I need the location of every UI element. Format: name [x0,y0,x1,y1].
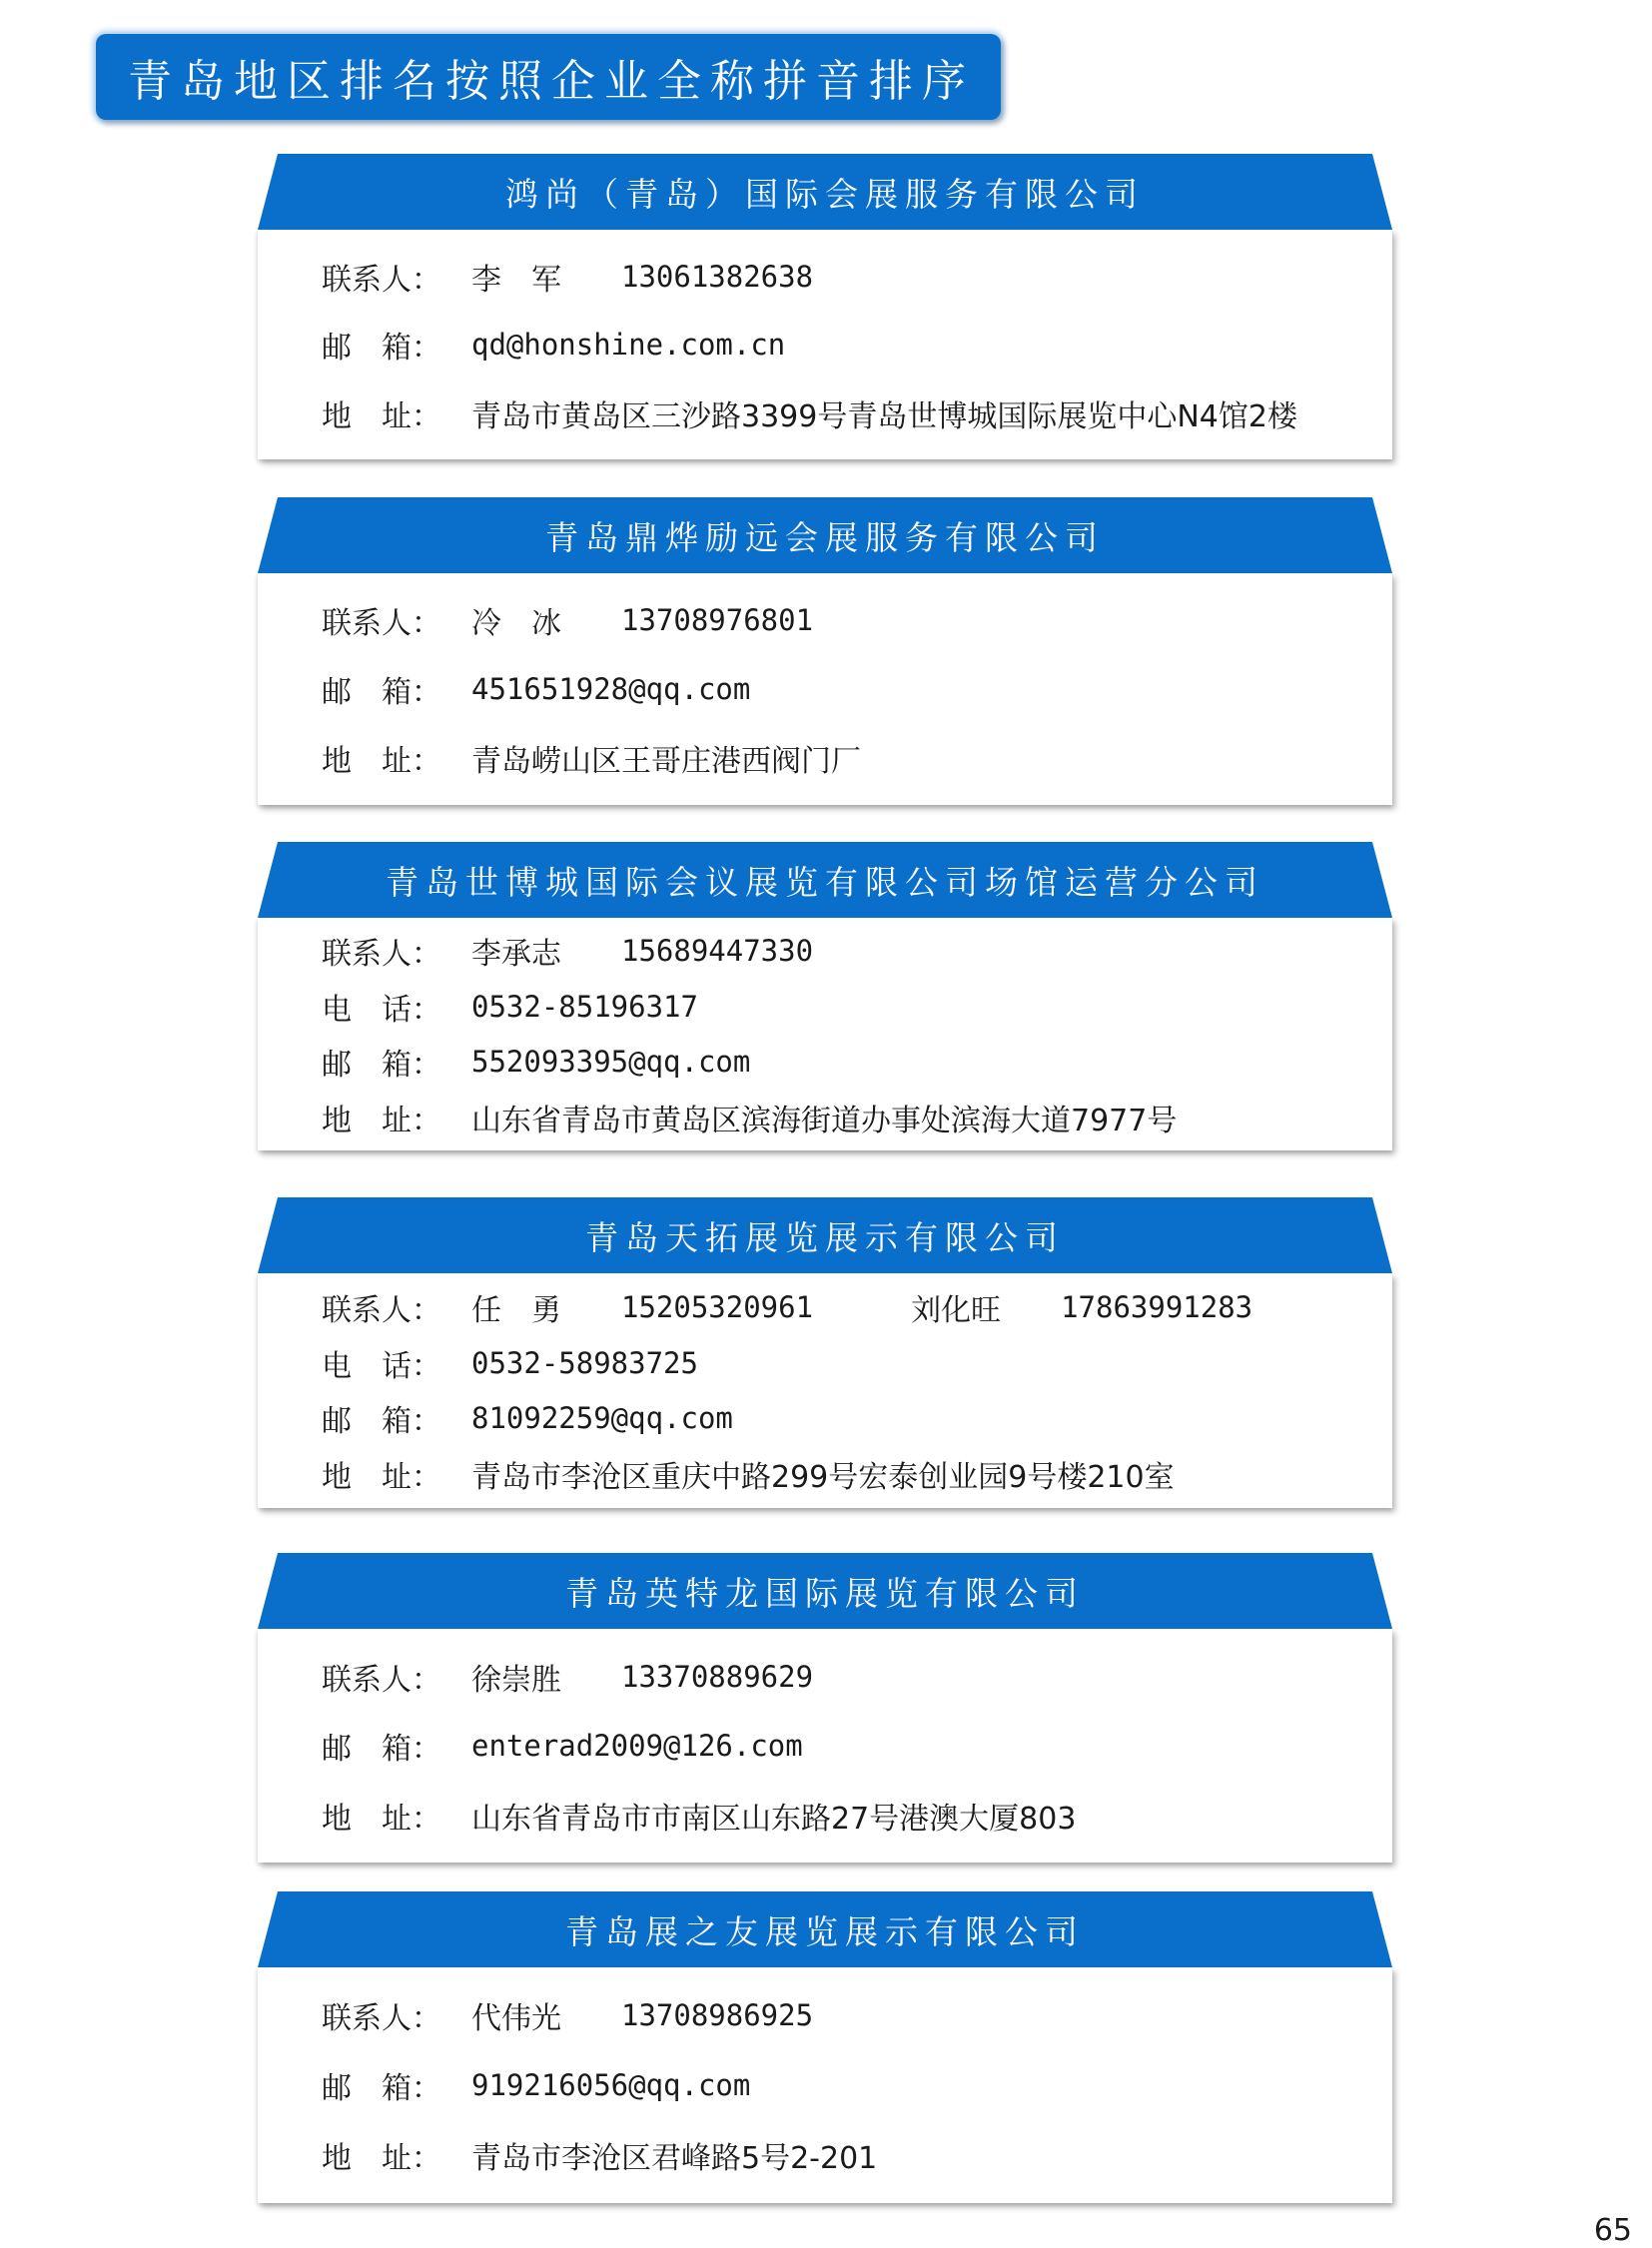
company-header [258,842,1392,918]
address-label: 地 址： [322,1460,441,1496]
email-label: 邮 箱： [322,2071,441,2106]
email-row [322,1724,1392,1768]
company-header [258,1553,1392,1629]
email-label: 邮 箱： [322,1048,441,1084]
contact-label: 联系人： [322,1662,441,1698]
contact-mobile: 13708986925 [621,1998,814,2032]
contact-name: 冷 冰 [471,606,561,641]
company-header [258,1197,1392,1273]
contact-mobile-2: 17863991283 [1061,1289,1253,1324]
email-value: 451651928@qq.com [471,672,751,706]
email-row [322,667,1392,711]
email-row [322,323,1392,367]
address-label: 地 址： [322,1801,441,1837]
address-row [322,736,1392,780]
company-header [258,154,1392,230]
contact-mobile: 15205320961 [621,1289,814,1324]
contact-name: 李 军 [471,262,561,298]
company-name: 青岛天拓展览展示有限公司 [585,1217,1065,1257]
contact-row [322,1285,1392,1329]
company-card [258,1197,1392,1508]
email-value: qd@honshine.com.cn [471,328,786,362]
address-label: 地 址： [322,744,441,779]
phone-label: 电 话： [322,1348,441,1384]
company-header [258,1891,1392,1967]
company-name: 青岛世博城国际会议展览有限公司场馆运营分公司 [386,862,1264,902]
phone-value: 0532-58983725 [471,1345,698,1380]
email-label: 邮 箱： [322,675,441,710]
company-details [258,573,1392,805]
phone-value: 0532-85196317 [471,989,698,1024]
email-label: 邮 箱： [322,1404,441,1440]
phone-row [322,1341,1392,1385]
contact-name: 代伟光 [471,2001,561,2036]
contact-label: 联系人： [322,2001,441,2036]
email-label: 邮 箱： [322,1732,441,1767]
address-label: 地 址： [322,2141,441,2176]
address-value: 青岛市黄岛区三沙路3399号青岛世博城国际展览中心N4馆2楼 [471,398,1297,434]
company-header [258,497,1392,573]
email-value: enterad2009@126.com [471,1729,803,1763]
contact-name: 任 勇 [471,1292,561,1328]
banner-title: 青岛地区排名按照企业全称拼音排序 [128,56,975,107]
company-details [258,230,1392,459]
address-value: 青岛崂山区王哥庄港西阀门厂 [471,744,861,779]
company-details [258,918,1392,1150]
contact-row [322,1655,1392,1699]
company-card [258,1891,1392,2203]
contact-row [322,598,1392,642]
contact-row [322,1993,1392,2037]
company-details [258,1629,1392,1863]
contact-name: 徐崇胜 [471,1662,561,1698]
address-label: 地 址： [322,1103,441,1138]
address-value: 青岛市李沧区重庆中路299号宏泰创业园9号楼210室 [471,1460,1175,1496]
address-value: 山东省青岛市市南区山东路27号港澳大厦803 [471,1801,1077,1837]
address-row [322,1096,1392,1139]
contact-label: 联系人： [322,937,441,973]
company-details [258,1273,1392,1508]
phone-label: 电 话： [322,992,441,1028]
contact-mobile: 13061382638 [621,259,814,294]
contact-label: 联系人： [322,262,441,298]
email-label: 邮 箱： [322,331,441,366]
address-row [322,1452,1392,1496]
company-card [258,497,1392,805]
email-value: 919216056@qq.com [471,2068,751,2102]
contact-name-2: 刘化旺 [911,1292,1002,1328]
phone-row [322,985,1392,1029]
address-label: 地 址： [322,398,441,434]
page-number: 65 [1593,2213,1632,2248]
contact-row [322,929,1392,973]
address-row [322,391,1392,435]
address-value: 山东省青岛市黄岛区滨海街道办事处滨海大道7977号 [471,1103,1178,1138]
email-row [322,1396,1392,1440]
email-value: 552093395@qq.com [471,1045,751,1080]
email-value: 81092259@qq.com [471,1401,733,1436]
contact-label: 联系人： [322,606,441,641]
company-card [258,1553,1392,1863]
address-row [322,1794,1392,1838]
email-row [322,2063,1392,2107]
company-card [258,842,1392,1150]
company-details [258,1967,1392,2203]
company-name: 鸿尚（青岛）国际会展服务有限公司 [505,174,1145,214]
address-row [322,2133,1392,2177]
email-row [322,1040,1392,1084]
contact-mobile: 13370889629 [621,1659,814,1694]
company-name: 青岛英特龙国际展览有限公司 [565,1573,1085,1613]
contact-mobile: 13708976801 [621,603,814,637]
section-banner [96,34,1001,120]
contact-row [322,255,1392,299]
contact-mobile: 15689447330 [621,934,814,969]
contact-name: 李承志 [471,937,561,973]
company-name: 青岛鼎烨励远会展服务有限公司 [545,517,1105,557]
contact-label: 联系人： [322,1292,441,1328]
company-card [258,154,1392,459]
company-name: 青岛展之友展览展示有限公司 [565,1911,1085,1951]
address-value: 青岛市李沧区君峰路5号2-201 [471,2141,878,2176]
